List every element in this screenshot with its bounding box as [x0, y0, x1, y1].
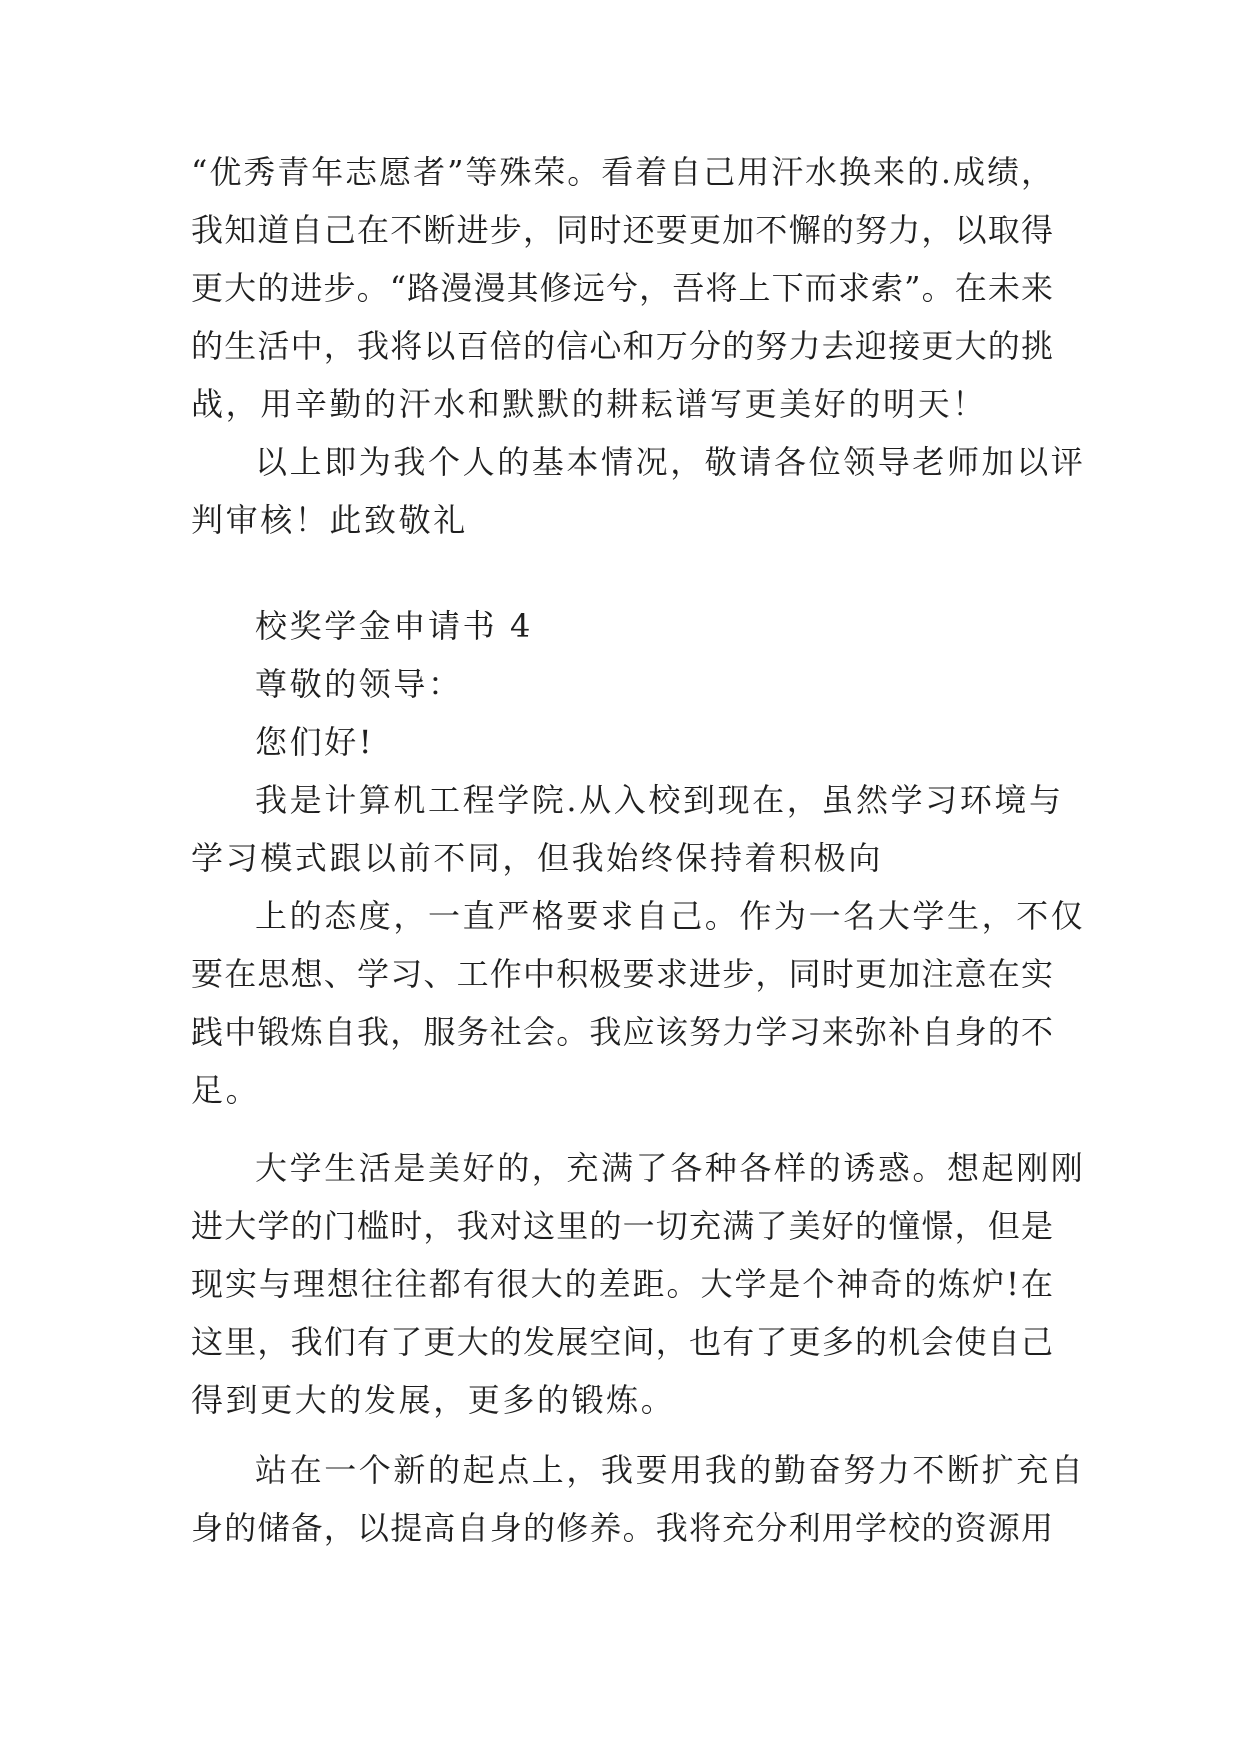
text-line: “优秀青年志愿者”等殊荣。看着自己用汗水换来的.成绩，: [191, 153, 1053, 191]
text-line: 得到更大的发展，更多的锻炼。: [191, 1381, 676, 1419]
paragraph-start-line: 站在一个新的起点上，我要用我的勤奋努力不断扩充自: [255, 1451, 1086, 1489]
text-line: 践中锻炼自我，服务社会。我应该努力学习来弥补自身的不: [191, 1013, 1053, 1051]
text-line: 身的储备，以提高自身的修养。我将充分利用学校的资源用: [191, 1509, 1053, 1547]
paragraph-start-line: 大学生活是美好的，充满了各种各样的诱惑。想起刚刚: [255, 1149, 1086, 1187]
section-title: 校奖学金申请书 4: [255, 607, 533, 645]
text-line: 这里，我们有了更大的发展空间，也有了更多的机会使自己: [191, 1323, 1053, 1361]
text-line: 足。: [191, 1071, 261, 1109]
text-line: 学习模式跟以前不同，但我始终保持着积极向: [191, 839, 884, 877]
paragraph-start-line: 我是计算机工程学院.从入校到现在，虽然学习环境与: [255, 781, 1064, 819]
text-line: 我知道自己在不断进步，同时还要更加不懈的努力，以取得: [191, 211, 1053, 249]
text-line: 的生活中，我将以百倍的信心和万分的努力去迎接更大的挑: [191, 327, 1053, 365]
text-line: 要在思想、学习、工作中积极要求进步，同时更加注意在实: [191, 955, 1053, 993]
paragraph-start-line: 上的态度，一直严格要求自己。作为一名大学生，不仅: [255, 897, 1086, 935]
greeting: 您们好!: [255, 723, 375, 761]
text-line: 进大学的门槛时，我对这里的一切充满了美好的憧憬，但是: [191, 1207, 1053, 1245]
paragraph-start-line: 以上即为我个人的基本情况，敬请各位领导老师加以评: [255, 443, 1086, 481]
text-line: 判审核！此致敬礼: [191, 501, 468, 539]
text-line: 战，用辛勤的汗水和默默的耕耘谱写更美好的明天！: [191, 385, 987, 423]
text-line: 更大的进步。“路漫漫其修远兮，吾将上下而求索”。在未来: [191, 269, 1053, 307]
text-line: 现实与理想往往都有很大的差距。大学是个神奇的炼炉!在: [191, 1265, 1053, 1303]
salutation: 尊敬的领导：: [255, 665, 463, 703]
